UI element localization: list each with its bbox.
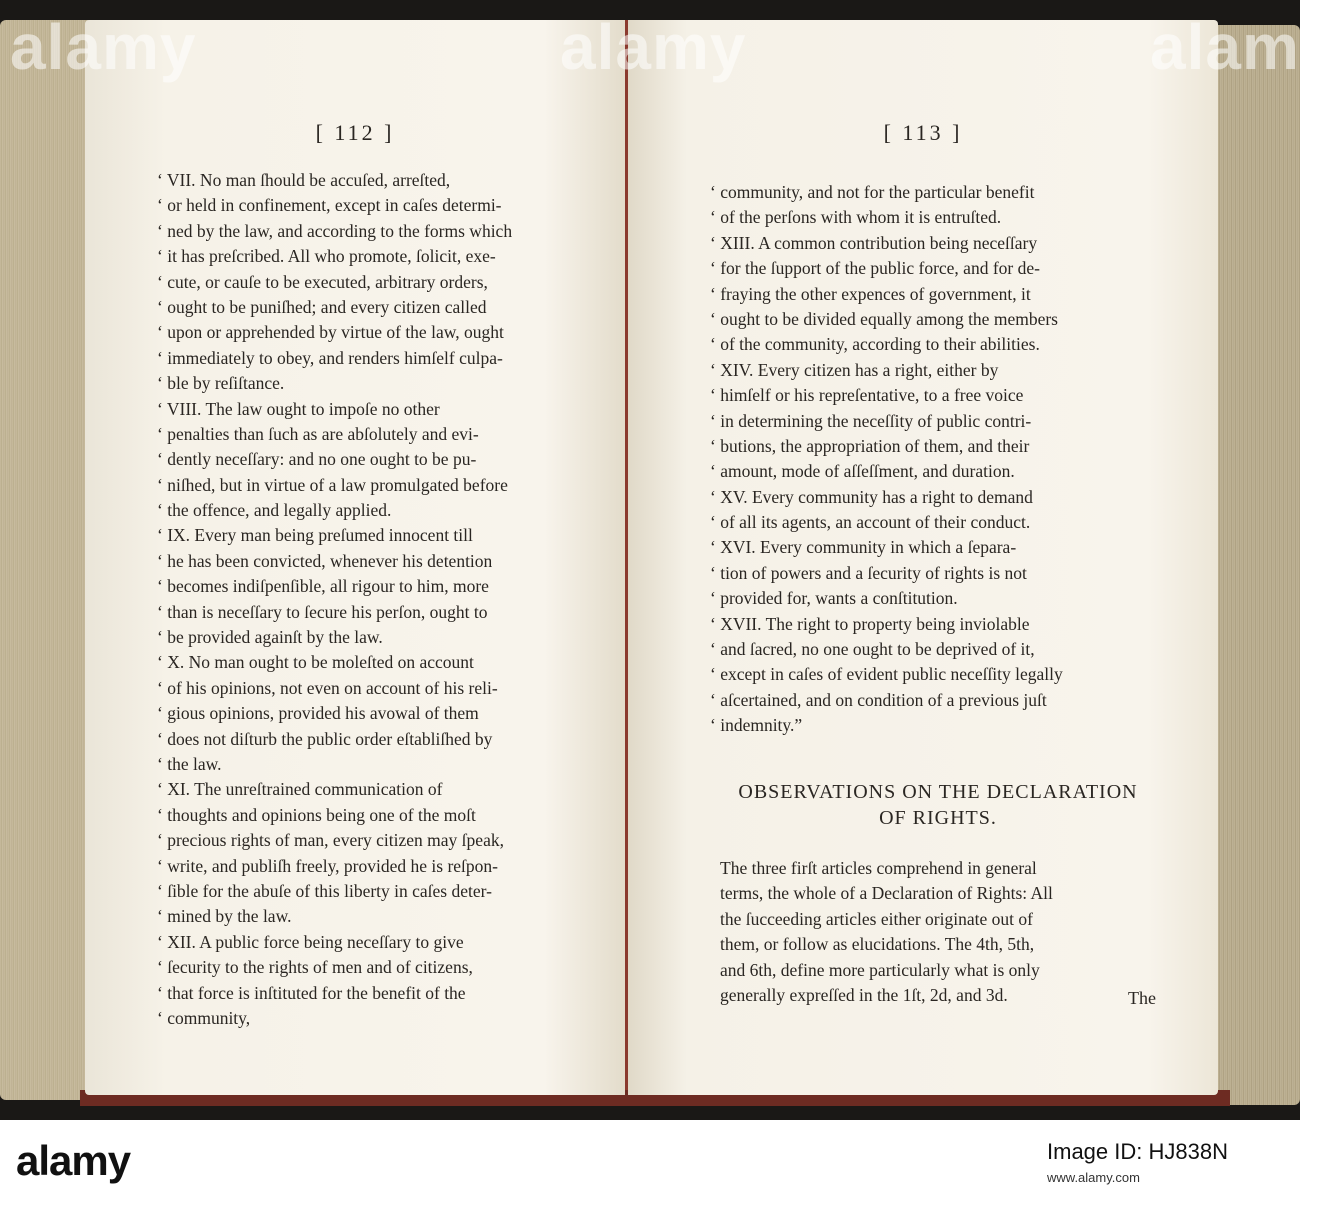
text-line: ‘ of the perſons with whom it is entruſted. <box>710 207 1002 228</box>
left-page <box>85 20 625 1095</box>
watermark: alamy <box>560 11 747 83</box>
text-line: ‘ himſelf or his repreſentative, to a free voice <box>710 385 1024 406</box>
right-page-text <box>710 180 1190 739</box>
text-line: ‘ ble by reſiſtance. <box>157 373 285 394</box>
text-line: ‘ community, and not for the particular benefit <box>710 182 1035 202</box>
text-line: ‘ becomes indiſpenſible, all rigour to him, more <box>157 576 489 597</box>
text-line: ‘ XIV. Every citizen has a right, either by <box>710 359 999 380</box>
text-line: ‘ and ſacred, no one ought to be deprived of it, <box>710 639 1035 660</box>
text-line: generally expreſſed in the 1ſt, 2d, and 3d. <box>720 984 1008 1005</box>
image-id-label: Image ID: HJ838N <box>1047 1139 1228 1164</box>
section-heading-cont: OF RIGHTS. <box>879 807 997 829</box>
text-line: ‘ IX. Every man being preſumed innocent till <box>157 525 473 546</box>
text-line: ‘ XV. Every community has a right to demand <box>710 486 1033 507</box>
text-line: ‘ be provided againſt by the law. <box>157 627 383 648</box>
text-line: ‘ ſible for the abuſe of this liberty in caſes deter- <box>157 880 492 901</box>
text-line: ‘ VIII. The law ought to impoſe no other <box>157 398 440 419</box>
text-line: ‘ the offence, and legally applied. <box>157 500 392 521</box>
text-line: ‘ community, <box>157 1007 251 1028</box>
text-line: ‘ provided for, wants a conſtitution. <box>710 588 958 609</box>
text-line: ‘ ſecurity to the rights of men and of citizens, <box>157 957 473 978</box>
text-line: ‘ precious rights of man, every citizen may ſpeak, <box>157 830 504 851</box>
text-line: ‘ tion of powers and a ſecurity of rights is not <box>710 562 1027 583</box>
text-line: ‘ he has been convicted, whenever his detention <box>157 550 493 571</box>
text-line: ‘ upon or apprehended by virtue of the law, ought <box>157 322 504 343</box>
right-page <box>628 20 1218 1095</box>
text-line: ‘ ought to be divided equally among the members <box>710 308 1058 329</box>
text-line: ‘ it has preſcribed. All who promote, ſolicit, exe- <box>157 246 496 267</box>
alamy-logo: alamy <box>16 1137 131 1184</box>
watermark: alamy <box>1150 11 1336 83</box>
text-line: ‘ of the community, according to their abilities. <box>710 334 1040 355</box>
left-page-text <box>157 168 617 1031</box>
text-line: ‘ amount, mode of aſſeſſment, and duration. <box>710 461 1015 482</box>
text-line: ‘ ned by the law, and according to the forms which <box>157 220 513 241</box>
text-line: ‘ of all its agents, an account of their conduct. <box>710 512 1031 533</box>
text-line: terms, the whole of a Declaration of Rights: All <box>720 883 1053 904</box>
text-line: The three firſt articles comprehend in general <box>720 858 1037 878</box>
text-line: ‘ the law. <box>157 753 222 774</box>
text-line: ‘ butions, the appropriation of them, and their <box>710 435 1030 456</box>
text-line: ‘ gious opinions, provided his avowal of them <box>157 703 479 724</box>
page-edges-right <box>1210 25 1300 1105</box>
text-line: ‘ write, and publiſh freely, provided he is reſpon- <box>157 855 498 876</box>
page-number-left: [ 112 ] <box>315 120 395 145</box>
page-number-right: [ 113 ] <box>883 120 963 145</box>
text-line: ‘ that force is inſtituted for the benefit of the <box>157 982 466 1003</box>
text-line: ‘ VII. No man ſhould be accuſed, arreſted, <box>157 170 451 190</box>
page-edges-left <box>0 20 98 1100</box>
text-line: ‘ ought to be puniſhed; and every citizen called <box>157 296 487 317</box>
text-line: ‘ XI. The unreſtrained communication of <box>157 779 443 800</box>
text-line: ‘ XVI. Every community in which a ſepara- <box>710 537 1017 558</box>
text-line: ‘ does not diſturb the public order eſtabliſhed by <box>157 728 493 749</box>
text-line: ‘ aſcertained, and on condition of a previous juſt <box>710 689 1047 710</box>
text-line: ‘ except in caſes of evident public neceſſity legally <box>710 664 1063 685</box>
section-heading: OBSERVATIONS ON THE DECLARATION <box>738 781 1138 803</box>
text-line: the ſucceeding articles either originate out of <box>720 908 1033 929</box>
text-line: ‘ penalties than ſuch as are abſolutely and evi- <box>157 423 479 444</box>
text-line: ‘ XII. A public force being neceſſary to give <box>157 931 464 952</box>
text-line: ‘ fraying the other expences of government, it <box>710 283 1031 304</box>
catchword: The <box>1128 988 1156 1008</box>
text-line: and 6th, define more particularly what is only <box>720 959 1040 980</box>
watermark: alamy <box>10 11 197 83</box>
text-line: ‘ in determining the neceſſity of public contri- <box>710 410 1032 431</box>
text-line: ‘ immediately to obey, and renders himſelf culpa- <box>157 347 503 368</box>
text-line: ‘ indemnity.” <box>710 715 803 736</box>
text-line: ‘ for the ſupport of the public force, and for de- <box>710 258 1040 279</box>
text-line: them, or follow as elucidations. The 4th, 5th, <box>720 934 1035 955</box>
text-line: ‘ XIII. A common contribution being neceſſary <box>710 232 1038 253</box>
text-line: ‘ cute, or cauſe to be executed, arbitrary orders, <box>157 271 488 292</box>
text-line: ‘ of his opinions, not even on account of his reli- <box>157 677 498 698</box>
text-line: ‘ X. No man ought to be moleſted on account <box>157 652 474 673</box>
text-line: ‘ niſhed, but in virtue of a law promulgated before <box>157 474 508 495</box>
text-line: ‘ XVII. The right to property being inviolable <box>710 613 1030 634</box>
text-line: ‘ or held in confinement, except in caſes determi- <box>157 195 502 216</box>
text-line: ‘ thoughts and opinions being one of the moſt <box>157 804 476 825</box>
text-line: ‘ dently neceſſary: and no one ought to be pu- <box>157 449 477 470</box>
text-line: ‘ than is neceſſary to ſecure his perſon, ought to <box>157 601 488 622</box>
site-url: www.alamy.com <box>1047 1170 1140 1185</box>
text-line: ‘ mined by the law. <box>157 906 292 927</box>
observations-text <box>720 856 1160 1008</box>
